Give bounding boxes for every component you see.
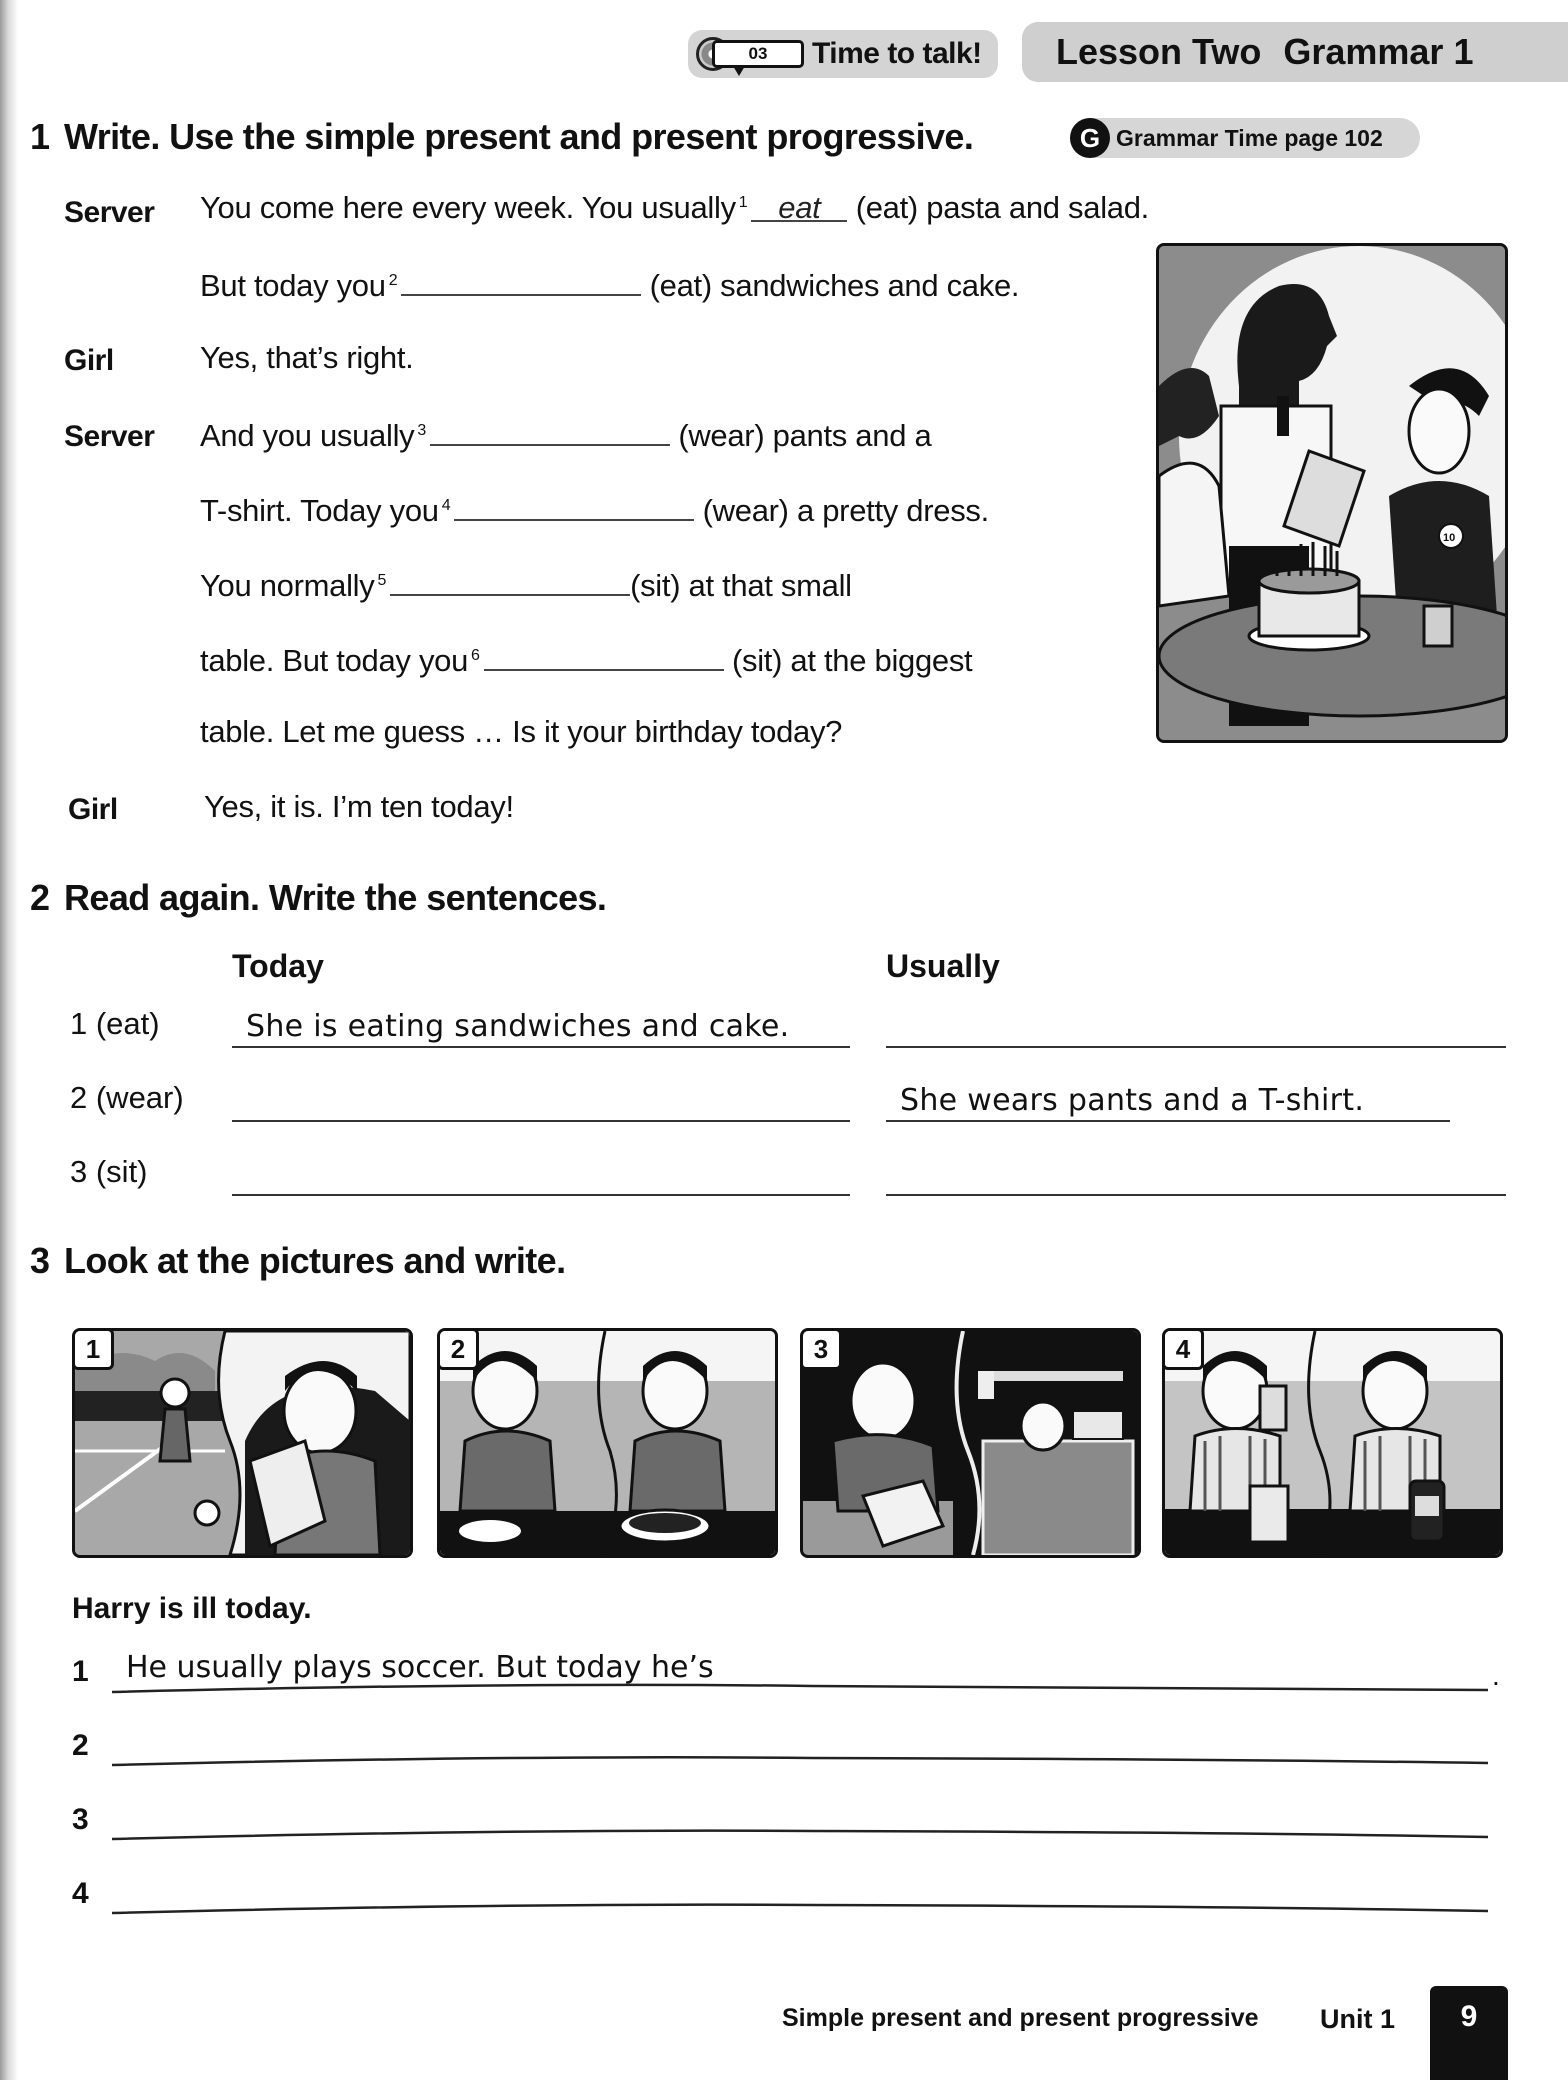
today-answer-3[interactable] [232,1154,850,1196]
usually-answer-3[interactable] [886,1154,1506,1196]
write-line-3[interactable] [112,1829,1488,1843]
usually-answer-1[interactable] [886,1006,1506,1048]
page-number: 9 [1460,2000,1478,2033]
today-answer-1[interactable]: She is eating sandwiches and cake. [232,1006,850,1048]
panel-number: 3 [800,1328,842,1370]
write-line-1[interactable] [112,1682,1488,1696]
grammar-g-icon: G [1070,118,1110,158]
line-number: 3 [72,1803,89,1836]
sandwich-and-soup-art [440,1331,775,1555]
section-1-heading [30,116,973,158]
dialogue-line: You normally $^5$ (sit) at that small [200,564,852,604]
speaker-label: Server [64,196,155,229]
panel-number: 4 [1162,1328,1204,1370]
dialogue-line: And you usually $^3$ (wear) pants and a [200,414,931,454]
picture-panel-1 [72,1328,413,1558]
track-number-bubble [712,40,804,68]
write-line-2[interactable] [112,1755,1488,1769]
soccer-and-reading-art [75,1331,410,1555]
lesson-banner [1022,22,1568,82]
row-label: 2 (wear) [70,1080,184,1115]
answer-blank-3[interactable] [430,414,670,446]
dialogue-line: Yes, it is. I’m ten today! [204,789,514,824]
dialogue-line: Yes, that’s right. [200,340,414,375]
birthday-scene-art [1159,246,1505,740]
dialogue-line: But today you $^2$ (eat) sandwiches and cake. [200,264,1019,304]
speaker-label: Girl [64,344,114,377]
time-to-talk-label: Time to talk! [812,37,982,70]
homework-and-bed-art [803,1331,1138,1555]
track-number: 03 [748,44,768,63]
section-3-heading [30,1240,565,1282]
dialogue-line: You come here every week. You usually $^1$ eat (eat) pasta and salad. [200,190,1149,225]
section-instruction: Write. Use the simple present and present progressive. [64,116,974,157]
grammar-time-label: Grammar Time page 102 [1116,124,1383,151]
section-number: 1 [30,116,50,157]
write-line-4[interactable] [112,1903,1488,1917]
milk-and-medicine-art [1165,1331,1500,1555]
answer-blank-6[interactable] [484,639,724,671]
usually-answer-2[interactable]: She wears pants and a T-shirt. [886,1080,1450,1122]
panel-number: 1 [72,1328,114,1370]
handwritten-answer-1: He usually plays soccer. But today he’s [126,1650,714,1685]
svg-text:10: 10 [1443,532,1456,544]
harry-subtitle: Harry is ill today. [72,1592,312,1625]
time-to-talk-badge[interactable] [688,30,998,78]
page-number-tab [1430,1986,1508,2080]
answer-blank-2[interactable] [401,264,641,296]
footer-unit: Unit 1 [1320,2004,1396,2034]
answer-blank-1[interactable]: eat [751,190,847,222]
section-instruction: Look at the pictures and write. [64,1240,566,1281]
section-instruction: Read again. Write the sentences. [64,877,607,918]
dialogue-line: T-shirt. Today you $^4$ (wear) a pretty dress. [200,489,989,529]
column-header-today: Today [232,948,324,984]
lesson-part: Lesson Two [1056,31,1262,72]
section-2-heading [30,877,606,919]
line-number: 2 [72,1729,89,1762]
row-label: 3 (sit) [70,1154,148,1189]
answer-blank-4[interactable] [454,489,694,521]
speaker-label: Server [64,420,155,453]
page-binding-shadow [0,0,18,2080]
dialogue-line: table. But today you $^6$ (sit) at the biggest [200,639,972,679]
section-number: 3 [30,1240,50,1281]
birthday-scene-illustration [1156,243,1508,743]
panel-number: 2 [437,1328,479,1370]
answer-blank-5[interactable] [390,564,630,596]
line-number: 1 [72,1655,89,1688]
line-number: 4 [72,1877,89,1910]
footer-topic: Simple present and present progressive [782,2004,1259,2032]
section-number: 2 [30,877,50,918]
grammar-time-reference[interactable] [1070,118,1420,158]
column-header-usually: Usually [886,948,1000,984]
lesson-topic: Grammar 1 [1283,31,1474,72]
dialogue-line: table. Let me guess … Is it your birthday today? [200,714,843,749]
speaker-label: Girl [68,793,118,826]
picture-panel-3 [800,1328,1141,1558]
today-answer-2[interactable] [232,1080,850,1122]
picture-panel-2 [437,1328,778,1558]
picture-panel-4 [1162,1328,1503,1558]
row-label: 1 (eat) [70,1006,160,1041]
line-end-period: . [1492,1660,1500,1691]
